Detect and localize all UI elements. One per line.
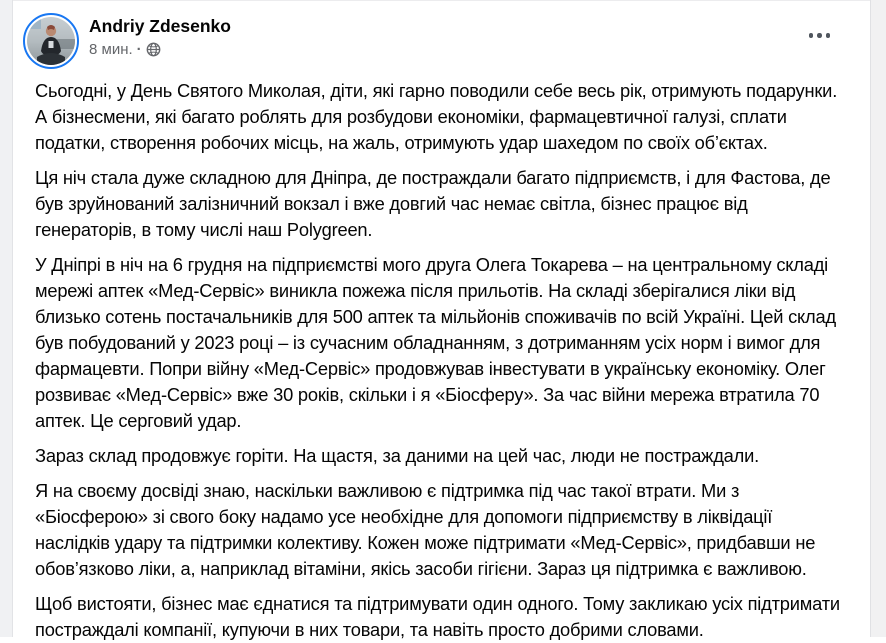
post-paragraph: Я на своєму досвіді знаю, наскільки важливою є підтримка під час такої втрати. Ми з «Біосферою» зі свого боку надамо усе необхідне для допомоги підприємству в ліквідації наслідків удару та підтримки колективу. Кожен може підтримати «Мед-Сервіс», придбавши не обов’язково ліки, а, наприклад вітаміни, якісь засоби гігієни. Зараз ця підтримка є важливою. bbox=[35, 480, 816, 579]
meta-separator: · bbox=[136, 41, 142, 58]
globe-icon bbox=[146, 42, 161, 57]
avatar[interactable] bbox=[23, 13, 79, 69]
timestamp[interactable]: 8 мин. bbox=[89, 41, 133, 58]
post-options-button[interactable] bbox=[803, 23, 837, 48]
facebook-post-card bbox=[13, 0, 870, 640]
right-scroll-gutter[interactable] bbox=[870, 0, 886, 637]
post-paragraph: Сьогодні, у День Святого Миколая, діти, які гарно поводили себе весь рік, отримують подарунки. А бізнесмени, які багато роблять для розбудови економіки, фармацевтичної галузі, сплати податки, створення робочих місць, на жаль, отримують удар шахедом по своїх об’єктах. bbox=[35, 80, 838, 153]
post-header-text bbox=[89, 13, 803, 59]
ellipsis-icon bbox=[809, 33, 814, 38]
post-header bbox=[23, 13, 854, 69]
post-meta bbox=[89, 40, 803, 59]
post-paragraph: Щоб вистояти, бізнес має єднатися та підтримувати один одного. Тому закликаю усіх підтримати постраждалі компанії, купуючи в них товари, та навіть просто добрими словами. bbox=[35, 593, 840, 640]
post-paragraph: Ця ніч стала дуже складною для Дніпра, де постраждали багато підприємств, і для Фастова, де був зруйнований залізничний вокзал і вже довгий час немає світла, бізнес працює від генераторів, в тому числі наш Polygreen. bbox=[35, 167, 831, 240]
post-body bbox=[23, 78, 854, 643]
post-paragraph: У Дніпрі в ніч на 6 грудня на підприємстві мого друга Олега Токарева – на центральному складі мережі аптек «Мед-Сервіс» виникла пожежа після прильотів. На складі зберігалися ліки від близько сотень постачальників для 500 аптек та мільйонів споживачів по всій Україні. Цей склад був побудований у 2023 році – із сучасним обладнанням, з дотриманням усіх норм і вимог для фармацевти. Попри війну «Мед-Сервіс» продовжував інвестувати в українську економіку. Олег розвиває «Мед-Сервіс» вже 30 років, скільки і я «Біосферу». За час війни мережа втратила 70 аптек. Це серговий удар. bbox=[35, 254, 836, 431]
post-paragraph: Зараз склад продовжує горіти. На щастя, за даними на цей час, люди не постраждали. bbox=[35, 445, 760, 466]
left-gutter bbox=[0, 0, 13, 637]
author-name[interactable]: Andriy Zdesenko bbox=[89, 16, 231, 36]
profile-photo-icon bbox=[27, 17, 75, 65]
ellipsis-icon bbox=[817, 33, 822, 38]
ellipsis-icon bbox=[826, 33, 831, 38]
